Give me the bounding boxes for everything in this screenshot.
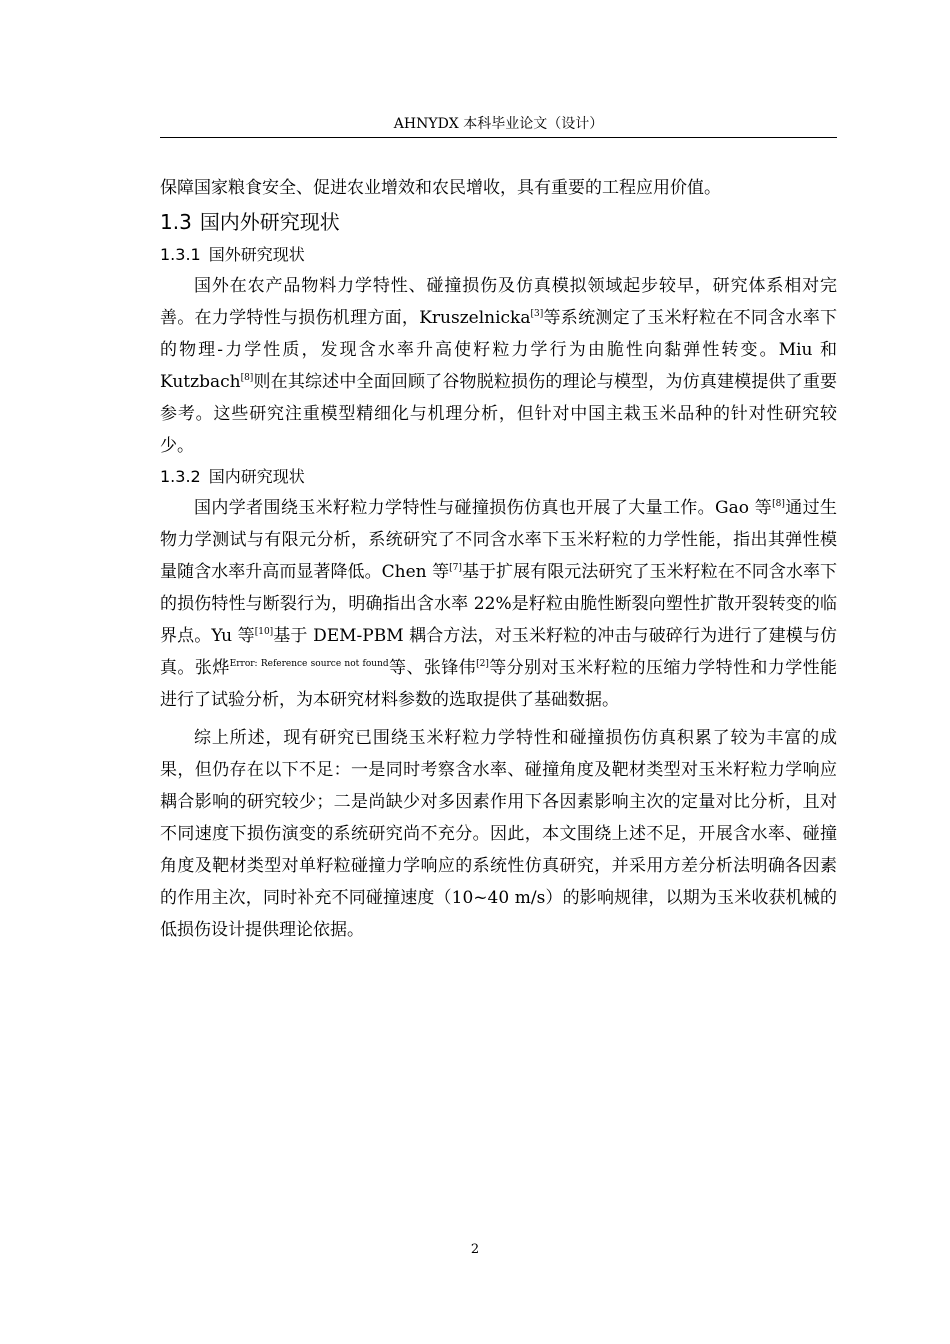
subsection-number: 1.3.2: [160, 467, 201, 486]
paragraph-summary: 综上所述，现有研究已围绕玉米籽粒力学特性和碰撞损伤仿真积累了较为丰富的成果，但仍存在以下不足：一是同时考察含水率、碰撞角度及靶材类型对玉米籽粒力学响应耦合影响的研究较少；二是尚缺少对多因素作用下各因素影响主次的定量对比分析，且对不同速度下损伤演变的系统研究尚不充分。因此，本文围绕上述不足，开展含水率、碰撞角度及靶材类型对单籽粒碰撞力学响应的系统性仿真研究，并采用方差分析法明确各因素的作用主次，同时补充不同碰撞速度（10~40 m/s）的影响规律，以期为玉米收获机械的低损伤设计提供理论依据。: [160, 728, 837, 940]
header-rule: [160, 137, 837, 138]
body-content: [160, 172, 837, 946]
subsection-heading-1-3-1: [160, 240, 837, 270]
text-run: 等系统测定了玉米籽粒在不同含水率下的物理-力学性质，发现含水率升高使籽粒力学行为由脆性向黏弹性转变。Miu 和 Kutzbach: [160, 308, 838, 392]
text-run: 等分别对玉米籽粒的压缩力学特性和力学性能进行了试验分析，为本研究材料参数的选取提供了基础数据。: [160, 658, 838, 710]
citation: [2]: [476, 659, 489, 669]
citation: [3]: [530, 309, 544, 319]
section-number: 1.3: [160, 210, 192, 234]
text-run: 等、张锋伟: [388, 658, 477, 678]
running-header: AHNYDX 本科毕业论文（设计）: [393, 116, 604, 132]
text-run: 则在其综述中全面回顾了谷物脱粒损伤的理论与模型，为仿真建模提供了重要参考。这些研究注重模型精细化与机理分析，但针对中国主栽玉米品种的针对性研究较少。: [160, 372, 837, 456]
citation: [8]: [772, 499, 785, 509]
section-title: 国内外研究现状: [199, 210, 340, 234]
subsection-title: 国外研究现状: [208, 245, 305, 264]
subsection-heading-1-3-2: [160, 462, 837, 492]
citation-error: Error: Reference source not found: [229, 659, 389, 669]
text-run: 基于 DEM-PBM 耦合方法，对玉米籽粒的冲击与破碎行为进行了建模与仿真。张烨: [160, 626, 837, 678]
text-run: 基于扩展有限元法研究了玉米籽粒在不同含水率下的损伤特性与断裂行为，明确指出含水率 22%是籽粒由脆性断裂向塑性扩散开裂转变的临界点。Yu 等: [160, 562, 838, 646]
text-run: 通过生物力学测试与有限元分析，系统研究了不同含水率下玉米籽粒的力学性能，指出其弹性模量随含水率升高而显著降低。Chen 等: [160, 498, 837, 582]
section-heading-1-3: [160, 204, 837, 240]
page-number: 2: [470, 1242, 480, 1257]
paragraph-foreign-research: [160, 270, 837, 462]
paragraph-continued: 保障国家粮食安全、促进农业增效和农民增收，具有重要的工程应用价值。: [160, 178, 721, 198]
citation: [7]: [449, 563, 462, 573]
text-run: 国外在农产品物料力学特性、碰撞损伤及仿真模拟领域起步较早，研究体系相对完善。在力学特性与损伤机理方面，Kruszelnicka: [160, 276, 837, 328]
citation: [10]: [254, 627, 274, 637]
text-run: 国内学者围绕玉米籽粒力学特性与碰撞损伤仿真也开展了大量工作。Gao 等: [194, 498, 773, 518]
subsection-number: 1.3.1: [160, 245, 201, 264]
subsection-title: 国内研究现状: [208, 467, 305, 486]
paragraph-domestic-research: [160, 492, 837, 716]
citation: [8]: [240, 373, 254, 383]
